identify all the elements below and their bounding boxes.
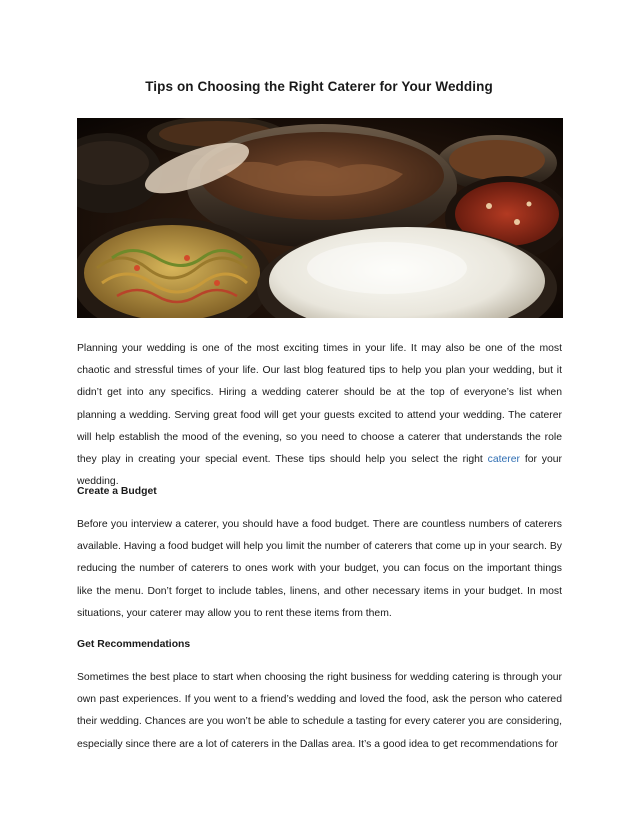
document-title: Tips on Choosing the Right Caterer for Your Wedding [145,79,493,94]
budget-paragraph: Before you interview a caterer, you should have a food budget. There are countless numbers of caterers available. Having a food budget will help you limit the number of caterers that come up in your search. By reducing the number of caterers to ones work with your budget, you can focus on the important things like the menu. Don’t forget to include tables, linens, and other necessary items in your budget. In most situations, your caterer may allow you to rent these items from them. [77,519,562,619]
section-heading-recommendations: Get Recommendations [77,639,191,650]
intro-text: Planning your wedding is one of the most exciting times in your life. It may also be one of the most chaotic and stressful times of your life. Our last blog featured tips to help you plan your wedding, but it didn’t get into any specifics. Hiring a wedding caterer should be at the top of everyone’s list when planning a wedding. Serving great food will get your guests excited to attend your wedding. The caterer will help establish the mood of the evening, so you need to choose a caterer that understands the role they play in creating your special event. These tips should help you select the right [77,343,562,466]
caterer-link[interactable]: caterer [487,454,520,466]
intro-text-end: for your wedding. [77,454,562,488]
section-heading-budget: Create a Budget [77,486,157,497]
recommendations-paragraph: Sometimes the best place to start when choosing the right business for wedding catering is through your own past experiences. If you went to a friend’s wedding and loved the food, ask the person who catered their wedding. Chances are you won’t be able to schedule a tasting for every caterer you are considering, especially since there are a lot of caterers in the Dallas area. It’s a good idea to get recommendations for [77,672,562,750]
intro-paragraph [77,338,562,493]
food-photo [77,118,563,318]
